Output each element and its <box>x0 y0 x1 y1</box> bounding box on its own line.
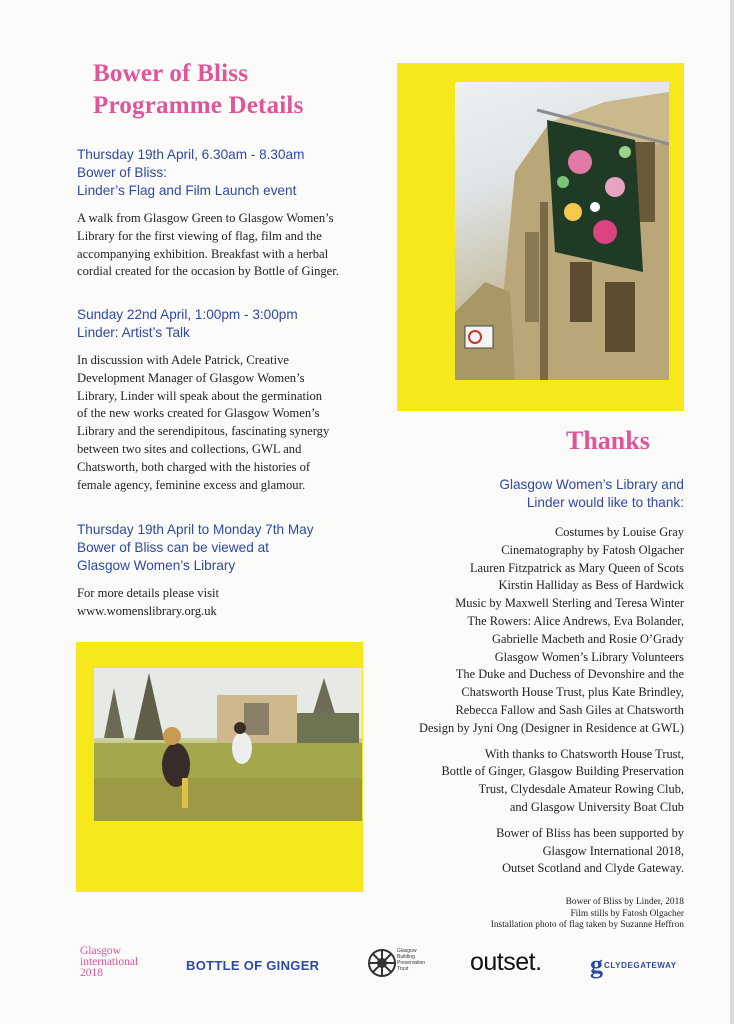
clyde-gateway-wordmark: CLYDEGATEWAY <box>604 960 677 970</box>
description-line: For more details please visit <box>77 586 219 600</box>
logo-text: Glasgow <box>80 945 121 957</box>
credit-line: Design by Jyni Ong (Designer in Residence at GWL) <box>419 720 684 735</box>
thanks-paragraph-supporters <box>364 825 684 878</box>
credit-caption: Film stills by Fatosh Olgacher <box>570 908 684 919</box>
credit-line: Music by Maxwell Sterling and Teresa Winter <box>455 596 684 611</box>
film-still-photo <box>94 668 362 821</box>
flag-installation-photo <box>455 82 669 380</box>
event-heading <box>77 306 372 342</box>
event-description <box>77 352 372 494</box>
clyde-gateway-logo <box>590 952 677 978</box>
description-line: female agency, feminine excess and glamour. <box>77 477 306 492</box>
logo-text: 2018 <box>80 967 103 979</box>
thanks-intro-line: Linder would like to thank: <box>526 495 684 510</box>
event-title-line: Linder’s Flag and Film Launch event <box>77 183 297 198</box>
bottle-of-ginger-logo: BOTTLE OF GINGER <box>186 958 320 973</box>
logo-text: Building <box>397 954 415 960</box>
description-line: cordial created for the occasion by Bottle of Ginger. <box>77 264 339 279</box>
page-title <box>93 58 383 122</box>
credit-line: Rebecca Fallow and Sash Giles at Chatsworth <box>455 702 684 717</box>
credit-line: Costumes by Louise Gray <box>554 525 684 539</box>
event-title-line: Glasgow Women’s Library <box>77 558 236 573</box>
gbpt-logo-text <box>397 948 437 972</box>
logo-text: international <box>80 956 139 968</box>
credit-caption: Bower of Bliss by Linder, 2018 <box>565 897 684 907</box>
glasgow-international-logo <box>80 946 138 979</box>
event-title-line: Bower of Bliss can be viewed at <box>77 540 269 555</box>
credit-line: Glasgow Women’s Library Volunteers <box>494 649 684 664</box>
event-title-line: Linder: Artist’s Talk <box>77 325 190 340</box>
thanks-paragraph-partners <box>364 746 684 817</box>
credit-line: The Rowers: Alice Andrews, Eva Bolander, <box>467 613 684 628</box>
credit-line: Chatsworth House Trust, plus Kate Brindley, <box>461 685 684 700</box>
credit-line: Kirstin Halliday as Bess of Hardwick <box>498 578 684 593</box>
thanks-list <box>364 524 684 886</box>
partner-line: With thanks to Chatsworth House Trust, <box>484 746 684 761</box>
event-description <box>77 210 372 281</box>
description-line: A walk from Glasgow Green to Glasgow Women’s <box>77 211 334 225</box>
title-line-2: Programme Details <box>93 92 304 119</box>
event-heading <box>77 521 372 575</box>
gbpt-logo <box>367 946 437 982</box>
partner-line: and Glasgow University Boat Club <box>509 799 684 814</box>
credit-line: The Duke and Duchess of Devonshire and the <box>455 667 684 682</box>
partner-line: Trust, Clydesdale Amateur Rowing Club, <box>478 782 684 797</box>
clyde-gateway-mark-icon: g <box>590 950 603 979</box>
credit-line: Cinematography by Fatosh Olgacher <box>501 542 684 557</box>
title-line-1: Bower of Bliss <box>93 60 249 87</box>
partner-line: Bottle of Ginger, Glasgow Building Preservation <box>441 764 684 779</box>
website-link[interactable]: www.womenslibrary.org.uk <box>77 603 217 618</box>
description-line: In discussion with Adele Patrick, Creative <box>77 353 289 367</box>
event-date: Sunday 22nd April, 1:00pm - 3:00pm <box>77 307 298 322</box>
logo-text: Preservation <box>397 960 426 966</box>
gbpt-emblem-icon <box>367 946 397 980</box>
image-credits <box>424 897 684 932</box>
event-date: Thursday 19th April, 6.30am - 8.30am <box>77 147 305 162</box>
supporter-line: Glasgow International 2018, <box>542 843 684 858</box>
outset-logo: outset. <box>470 948 542 976</box>
thanks-paragraph-credits <box>364 524 684 738</box>
event-title-line: Bower of Bliss: <box>77 165 167 180</box>
description-line: Chatsworth, both charged with the histories of <box>77 459 311 474</box>
description-line: Library for the first viewing of flag, film and the <box>77 228 322 243</box>
event-launch <box>77 146 372 281</box>
event-date: Thursday 19th April to Monday 7th May <box>77 522 314 537</box>
thanks-heading: Thanks <box>566 426 650 455</box>
description-line: of the new works created for Glasgow Women’s <box>77 406 320 421</box>
credit-line: Gabrielle Macbeth and Rosie O’Grady <box>492 631 684 646</box>
description-line: Development Manager of Glasgow Women’s <box>77 370 305 385</box>
description-line: between two sites and collections, GWL and <box>77 441 302 456</box>
logo-text: Glasgow <box>397 948 417 954</box>
event-heading <box>77 146 372 200</box>
thanks-intro-line: Glasgow Women’s Library and <box>499 477 684 492</box>
event-artist-talk <box>77 306 372 494</box>
description-line: accompanying exhibition. Breakfast with a herbal <box>77 246 329 261</box>
event-exhibition <box>77 521 372 621</box>
credit-line: Lauren Fitzpatrick as Mary Queen of Scots <box>469 560 684 575</box>
supporter-line: Outset Scotland and Clyde Gateway. <box>502 861 684 876</box>
description-line: Library, Linder will speak about the germination <box>77 388 323 403</box>
credit-caption: Installation photo of flag taken by Suzanne Heffron <box>490 920 684 931</box>
description-line: Library and the serendipitous, fascinating synergy <box>77 424 330 439</box>
thanks-intro <box>404 476 684 512</box>
logo-text: Trust <box>397 966 409 972</box>
event-description <box>77 585 372 621</box>
supporter-line: Bower of Bliss has been supported by <box>496 825 684 840</box>
